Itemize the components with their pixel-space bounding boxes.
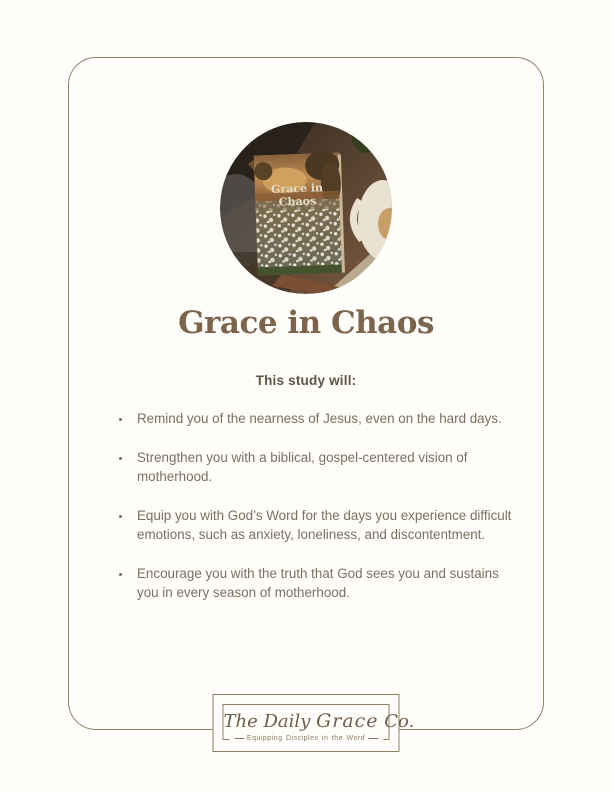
study-will-heading: This study will: — [255, 373, 357, 388]
brand-logo-box — [213, 694, 415, 752]
brand-tagline: Equipping Disciples in the Word — [229, 735, 383, 743]
logo-inner-border — [223, 704, 415, 742]
list-item: • Strengthen you with a biblical, gospel-centered vision of motherhood. — [132, 448, 523, 487]
brand-name-part2: Grace — [316, 710, 379, 732]
page-border-frame — [68, 57, 544, 742]
list-item: • Remind you of the nearness of Jesus, even on the hard days. — [132, 409, 523, 429]
list-item: • Encourage you with the truth that God sees you and sustains you in every season of motherhood. — [132, 564, 523, 603]
brand-name — [223, 710, 415, 732]
book-cover-photo — [220, 122, 392, 294]
brand-name-part1: The Daily — [223, 711, 311, 732]
list-item: • Equip you with God’s Word for the days you experience difficult emotions, such as anxiety, loneliness, and discontentment. — [132, 506, 523, 545]
study-benefits-list — [111, 409, 523, 622]
book-photo-illustration — [220, 122, 392, 294]
brand-name-part3: Co. — [384, 711, 415, 732]
page-title: Grace in Chaos — [178, 305, 434, 341]
